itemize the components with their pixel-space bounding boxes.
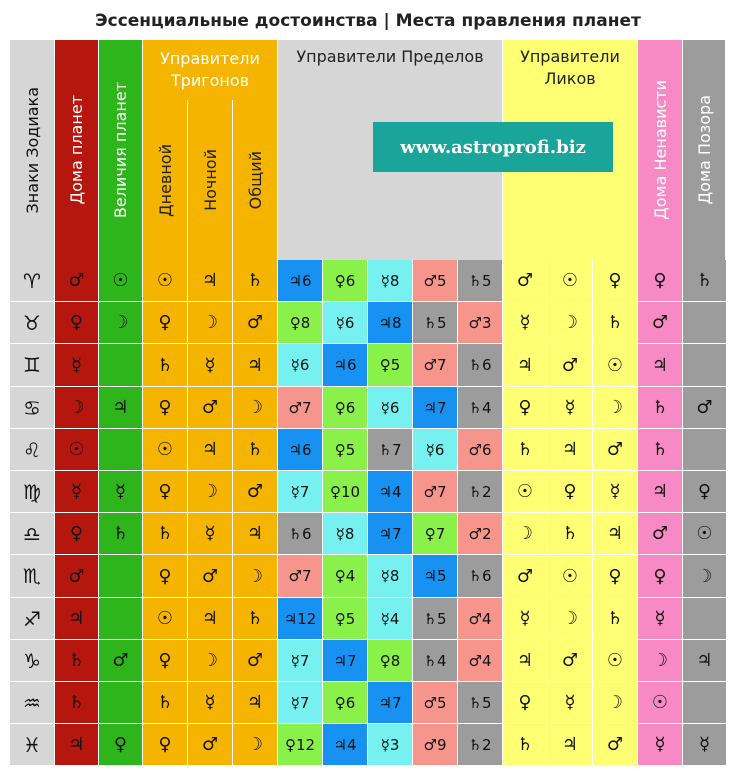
face-cell: ♃ bbox=[503, 640, 547, 681]
term-cell: ♂6 bbox=[458, 429, 502, 470]
term-cell: ♂9 bbox=[413, 724, 457, 765]
term-cell: ♄4 bbox=[413, 640, 457, 681]
term-cell: ♂4 bbox=[458, 598, 502, 639]
detriment-cell: ☉ bbox=[638, 682, 682, 723]
domicile-cell: ♂ bbox=[55, 260, 98, 301]
triplicity-cell: ♀ bbox=[143, 555, 187, 597]
term-cell: ♄5 bbox=[413, 598, 457, 639]
face-cell: ☽ bbox=[548, 302, 592, 343]
term-cell: ☿8 bbox=[368, 260, 412, 301]
exaltation-cell bbox=[99, 429, 142, 470]
term-cell: ♄4 bbox=[458, 387, 502, 428]
detriment-cell: ♃ bbox=[638, 471, 682, 512]
fall-column-header bbox=[683, 40, 725, 260]
term-cell: ☿8 bbox=[323, 513, 367, 554]
face-cell: ☿ bbox=[548, 682, 592, 723]
term-cell: ♄2 bbox=[458, 724, 502, 765]
term-cell: ♂7 bbox=[278, 387, 322, 428]
terms-header: Управители Пределов bbox=[278, 40, 502, 260]
term-cell: ♂7 bbox=[413, 344, 457, 386]
triplicity-sub-label: Ночной bbox=[200, 149, 220, 211]
face-cell: ☿ bbox=[548, 387, 592, 428]
term-cell: ♄7 bbox=[368, 429, 412, 470]
signs-column-label: Знаки Зодиака bbox=[22, 86, 42, 214]
sign-cell: ♉ bbox=[10, 302, 54, 343]
term-cell: ♄6 bbox=[458, 555, 502, 597]
exaltation-cell bbox=[99, 682, 142, 723]
domicile-cell: ☿ bbox=[55, 344, 98, 386]
face-cell: ♄ bbox=[503, 429, 547, 470]
domicile-cell: ♃ bbox=[55, 598, 98, 639]
fall-cell bbox=[683, 429, 726, 470]
term-cell: ♃6 bbox=[278, 260, 322, 301]
triplicity-cell: ☽ bbox=[233, 387, 277, 428]
fall-cell: ♄ bbox=[683, 260, 726, 301]
domicile-cell: ♄ bbox=[55, 640, 98, 681]
exaltation-cell: ♀ bbox=[99, 724, 142, 765]
page-title: Эссенциальные достоинства | Места правления планет bbox=[10, 4, 726, 38]
face-cell: ♂ bbox=[593, 429, 637, 470]
term-cell: ♃7 bbox=[413, 387, 457, 428]
face-cell: ☉ bbox=[593, 640, 637, 681]
triplicity-cell: ♂ bbox=[233, 302, 277, 343]
term-cell: ♀12 bbox=[278, 724, 322, 765]
detriment-cell: ☿ bbox=[638, 724, 682, 765]
sign-cell: ♐ bbox=[10, 598, 54, 639]
term-cell: ♀6 bbox=[323, 682, 367, 723]
triplicity-sub-1 bbox=[188, 100, 232, 260]
face-cell: ♄ bbox=[593, 598, 637, 639]
domicile-cell: ♀ bbox=[55, 513, 98, 554]
term-cell: ♀8 bbox=[278, 302, 322, 343]
triplicity-cell: ♄ bbox=[233, 429, 277, 470]
term-cell: ☿6 bbox=[368, 387, 412, 428]
domicile-cell: ♄ bbox=[55, 682, 98, 723]
term-cell: ♄5 bbox=[413, 302, 457, 343]
triplicity-cell: ♄ bbox=[143, 682, 187, 723]
face-cell: ☽ bbox=[548, 598, 592, 639]
triplicity-cell: ☽ bbox=[188, 471, 232, 512]
domicile-column-label: Дома планет bbox=[67, 95, 86, 205]
triplicity-cell: ♀ bbox=[143, 724, 187, 765]
detriment-cell: ♀ bbox=[638, 555, 682, 597]
face-cell: ♀ bbox=[503, 682, 547, 723]
term-cell: ♄2 bbox=[458, 471, 502, 512]
term-cell: ☿6 bbox=[323, 302, 367, 343]
face-cell: ♀ bbox=[548, 471, 592, 512]
term-cell: ♀5 bbox=[368, 344, 412, 386]
term-cell: ♂7 bbox=[413, 471, 457, 512]
triplicity-cell: ♄ bbox=[143, 344, 187, 386]
term-cell: ♄6 bbox=[278, 513, 322, 554]
exaltation-column-label: Величия планет bbox=[111, 81, 130, 219]
term-cell: ♄6 bbox=[458, 344, 502, 386]
detriment-cell: ♄ bbox=[638, 429, 682, 470]
term-cell: ♃5 bbox=[413, 555, 457, 597]
face-cell: ♃ bbox=[593, 513, 637, 554]
term-cell: ☿6 bbox=[413, 429, 457, 470]
sign-cell: ♓ bbox=[10, 724, 54, 765]
domicile-cell: ♂ bbox=[55, 555, 98, 597]
sign-cell: ♎ bbox=[10, 513, 54, 554]
face-cell: ☽ bbox=[593, 387, 637, 428]
term-cell: ♀4 bbox=[323, 555, 367, 597]
face-cell: ♂ bbox=[548, 344, 592, 386]
term-cell: ☿7 bbox=[278, 471, 322, 512]
face-cell: ☉ bbox=[503, 471, 547, 512]
triplicity-cell: ☽ bbox=[233, 555, 277, 597]
triplicity-header: Управители Тригонов bbox=[143, 40, 277, 100]
triplicity-cell: ♄ bbox=[233, 260, 277, 301]
face-cell: ♂ bbox=[503, 555, 547, 597]
triplicity-cell: ♀ bbox=[143, 640, 187, 681]
face-cell: ♃ bbox=[548, 429, 592, 470]
detriment-cell: ♀ bbox=[638, 260, 682, 301]
domicile-cell: ☿ bbox=[55, 471, 98, 512]
face-cell: ☽ bbox=[503, 513, 547, 554]
domicile-cell: ☽ bbox=[55, 387, 98, 428]
triplicity-cell: ♂ bbox=[233, 640, 277, 681]
domicile-column-header bbox=[55, 40, 98, 260]
triplicity-cell: ♄ bbox=[233, 598, 277, 639]
triplicity-cell: ♄ bbox=[143, 513, 187, 554]
exaltation-cell: ♂ bbox=[99, 640, 142, 681]
term-cell: ☿7 bbox=[278, 682, 322, 723]
triplicity-cell: ♀ bbox=[143, 471, 187, 512]
triplicity-cell: ♂ bbox=[188, 387, 232, 428]
term-cell: ♀6 bbox=[323, 260, 367, 301]
fall-cell: ♂ bbox=[683, 387, 726, 428]
detriment-column-header bbox=[638, 40, 682, 260]
exaltation-cell: ♃ bbox=[99, 387, 142, 428]
face-cell: ♂ bbox=[548, 640, 592, 681]
term-cell: ♀7 bbox=[413, 513, 457, 554]
fall-cell bbox=[683, 302, 726, 343]
domicile-cell: ♀ bbox=[55, 302, 98, 343]
exaltation-cell: ☉ bbox=[99, 260, 142, 301]
face-cell: ♃ bbox=[548, 724, 592, 765]
detriment-cell: ☿ bbox=[638, 598, 682, 639]
triplicity-cell: ☽ bbox=[188, 302, 232, 343]
term-cell: ♃7 bbox=[323, 640, 367, 681]
sign-cell: ♑ bbox=[10, 640, 54, 681]
sign-cell: ♊ bbox=[10, 344, 54, 386]
triplicity-cell: ♃ bbox=[233, 344, 277, 386]
sign-cell: ♍ bbox=[10, 471, 54, 512]
term-cell: ♃8 bbox=[368, 302, 412, 343]
term-cell: ♃4 bbox=[368, 471, 412, 512]
triplicity-cell: ♃ bbox=[188, 598, 232, 639]
triplicity-cell: ☿ bbox=[188, 513, 232, 554]
exaltation-cell: ♄ bbox=[99, 513, 142, 554]
term-cell: ♀5 bbox=[323, 598, 367, 639]
face-cell: ☉ bbox=[548, 260, 592, 301]
exaltation-column-header bbox=[99, 40, 142, 260]
term-cell: ♀5 bbox=[323, 429, 367, 470]
signs-column-header bbox=[10, 40, 54, 260]
face-cell: ♄ bbox=[593, 302, 637, 343]
term-cell: ♃6 bbox=[323, 344, 367, 386]
term-cell: ♂5 bbox=[413, 682, 457, 723]
exaltation-cell: ☽ bbox=[99, 302, 142, 343]
term-cell: ♃6 bbox=[278, 429, 322, 470]
sign-cell: ♏ bbox=[10, 555, 54, 597]
fall-cell: ♃ bbox=[683, 640, 726, 681]
term-cell: ♃7 bbox=[368, 682, 412, 723]
term-cell: ☿8 bbox=[368, 555, 412, 597]
triplicity-cell: ☿ bbox=[188, 682, 232, 723]
detriment-cell: ♄ bbox=[638, 387, 682, 428]
domicile-cell: ☉ bbox=[55, 429, 98, 470]
triplicity-sub-label: Общий bbox=[245, 150, 265, 210]
triplicity-cell: ♃ bbox=[233, 682, 277, 723]
triplicity-cell: ☽ bbox=[233, 724, 277, 765]
term-cell: ☿7 bbox=[278, 640, 322, 681]
face-cell: ☿ bbox=[593, 471, 637, 512]
triplicity-cell: ♀ bbox=[143, 387, 187, 428]
fall-cell: ☿ bbox=[683, 724, 726, 765]
term-cell: ♃4 bbox=[323, 724, 367, 765]
triplicity-cell: ♃ bbox=[233, 513, 277, 554]
term-cell: ♄5 bbox=[458, 260, 502, 301]
term-cell: ♂7 bbox=[278, 555, 322, 597]
face-cell: ♀ bbox=[503, 387, 547, 428]
term-cell: ☿3 bbox=[368, 724, 412, 765]
term-cell: ♂2 bbox=[458, 513, 502, 554]
face-cell: ☉ bbox=[548, 555, 592, 597]
term-cell: ♂4 bbox=[458, 640, 502, 681]
detriment-column-label: Дома Ненависти bbox=[650, 80, 670, 220]
sign-cell: ♈ bbox=[10, 260, 54, 301]
term-cell: ♃12 bbox=[278, 598, 322, 639]
triplicity-sub-2 bbox=[233, 100, 277, 260]
triplicity-cell: ☿ bbox=[188, 344, 232, 386]
triplicity-cell: ♃ bbox=[188, 260, 232, 301]
fall-column-label: Дома Позора bbox=[694, 95, 714, 205]
fall-cell: ♀ bbox=[683, 471, 726, 512]
detriment-cell: ♂ bbox=[638, 513, 682, 554]
sign-cell: ♋ bbox=[10, 387, 54, 428]
face-cell: ♄ bbox=[548, 513, 592, 554]
face-cell: ☉ bbox=[593, 344, 637, 386]
face-cell: ♂ bbox=[503, 260, 547, 301]
face-cell: ♄ bbox=[503, 724, 547, 765]
fall-cell bbox=[683, 682, 726, 723]
detriment-cell: ♂ bbox=[638, 302, 682, 343]
fall-cell bbox=[683, 344, 726, 386]
term-cell: ☿6 bbox=[278, 344, 322, 386]
term-cell: ♂5 bbox=[413, 260, 457, 301]
term-cell: ♀10 bbox=[323, 471, 367, 512]
fall-cell: ☽ bbox=[683, 555, 726, 597]
triplicity-cell: ☉ bbox=[143, 598, 187, 639]
detriment-cell: ♃ bbox=[638, 344, 682, 386]
term-cell: ♃7 bbox=[368, 513, 412, 554]
website-banner: www.astroprofi.biz bbox=[373, 122, 613, 172]
triplicity-cell: ☽ bbox=[188, 640, 232, 681]
triplicity-sub-label: Дневной bbox=[155, 143, 175, 217]
detriment-cell: ☽ bbox=[638, 640, 682, 681]
triplicity-cell: ☉ bbox=[143, 429, 187, 470]
triplicity-cell: ♂ bbox=[233, 471, 277, 512]
face-cell: ☿ bbox=[503, 302, 547, 343]
fall-cell bbox=[683, 598, 726, 639]
face-cell: ♀ bbox=[593, 260, 637, 301]
triplicity-cell: ♂ bbox=[188, 724, 232, 765]
exaltation-cell bbox=[99, 344, 142, 386]
term-cell: ♀6 bbox=[323, 387, 367, 428]
term-cell: ☿4 bbox=[368, 598, 412, 639]
faces-header: Управители Ликов bbox=[503, 40, 637, 260]
exaltation-cell bbox=[99, 555, 142, 597]
term-cell: ♄5 bbox=[458, 682, 502, 723]
fall-cell: ☉ bbox=[683, 513, 726, 554]
triplicity-cell: ♃ bbox=[188, 429, 232, 470]
term-cell: ♀8 bbox=[368, 640, 412, 681]
face-cell: ♂ bbox=[593, 724, 637, 765]
triplicity-cell: ♂ bbox=[188, 555, 232, 597]
face-cell: ♃ bbox=[503, 344, 547, 386]
face-cell: ☿ bbox=[503, 598, 547, 639]
term-cell: ♂3 bbox=[458, 302, 502, 343]
face-cell: ♀ bbox=[593, 555, 637, 597]
sign-cell: ♌ bbox=[10, 429, 54, 470]
triplicity-cell: ♀ bbox=[143, 302, 187, 343]
exaltation-cell: ☿ bbox=[99, 471, 142, 512]
face-cell: ☽ bbox=[593, 682, 637, 723]
triplicity-cell: ☉ bbox=[143, 260, 187, 301]
exaltation-cell bbox=[99, 598, 142, 639]
domicile-cell: ♃ bbox=[55, 724, 98, 765]
sign-cell: ♒ bbox=[10, 682, 54, 723]
triplicity-sub-0 bbox=[143, 100, 187, 260]
